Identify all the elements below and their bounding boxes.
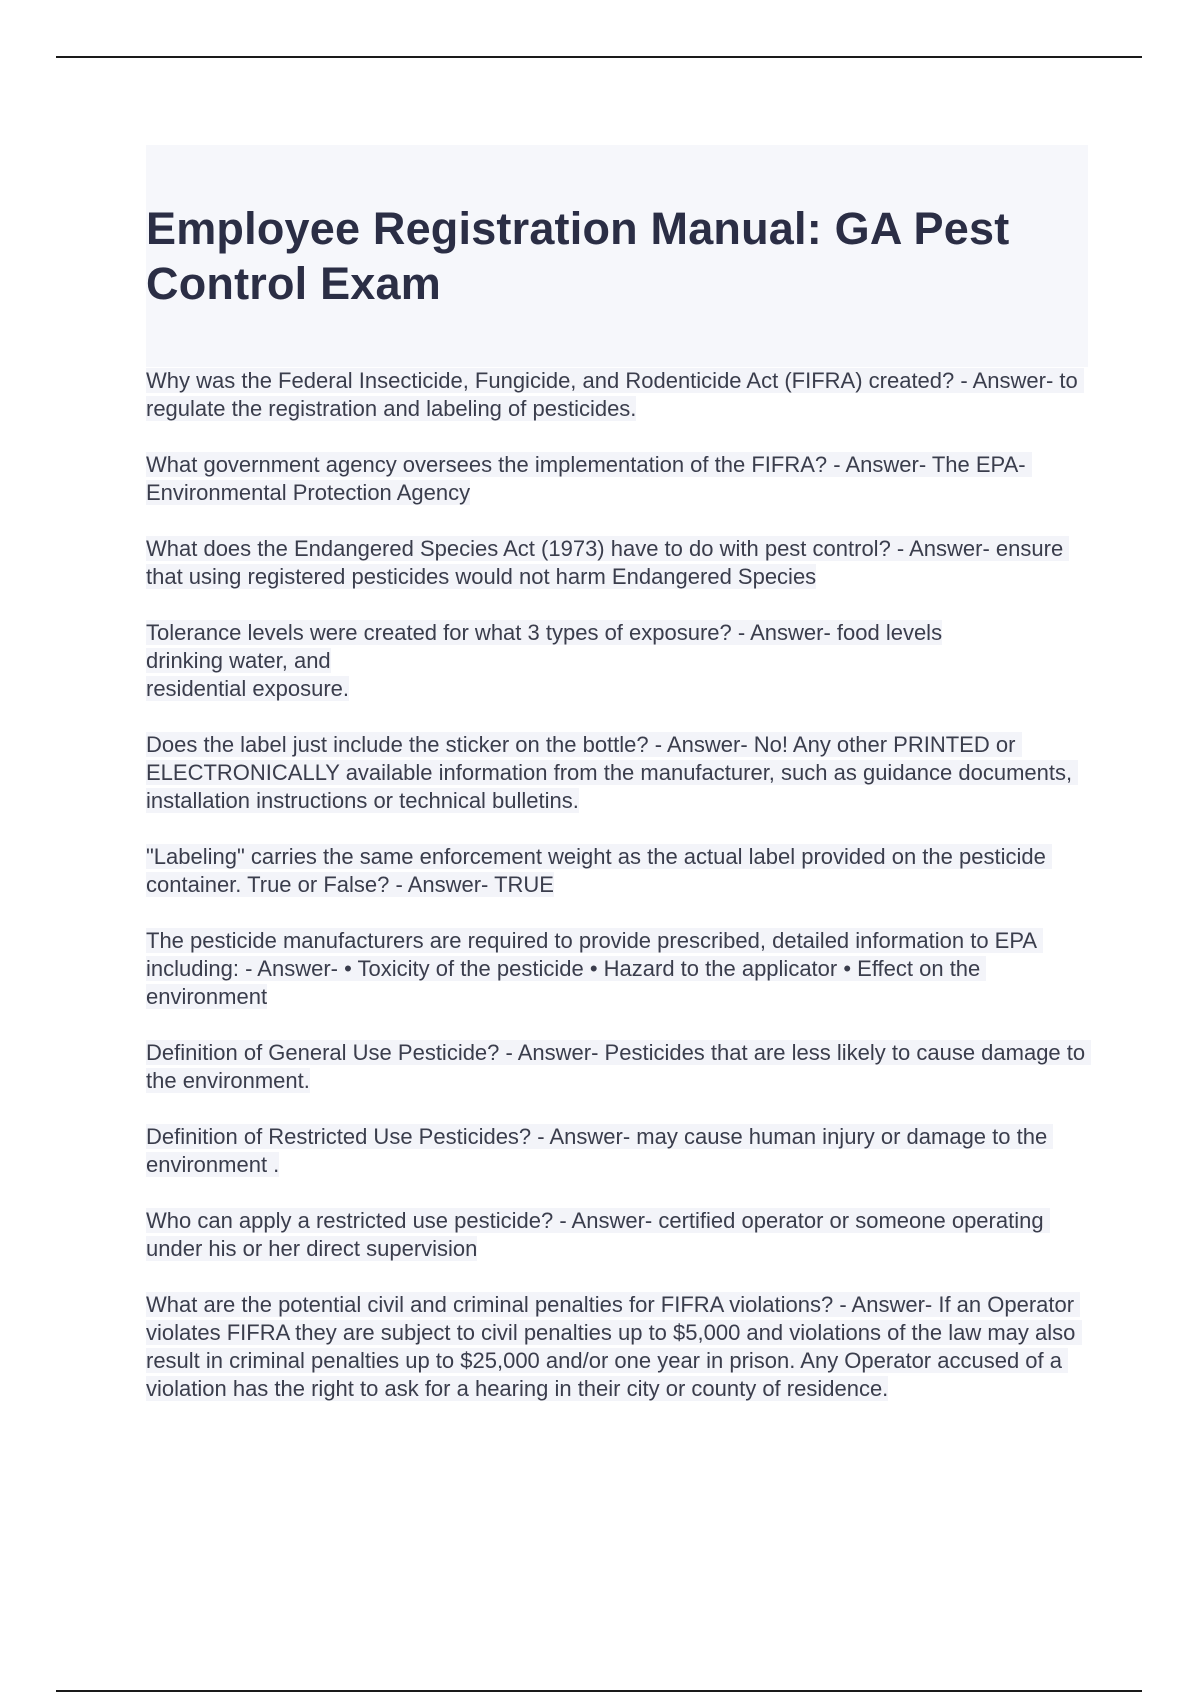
qa-item xyxy=(146,843,1092,899)
title-block xyxy=(146,145,1088,367)
qa-text: What government agency oversees the implementation of the FIFRA? - Answer- The EPA- Environmental Protection Agency xyxy=(146,452,1032,505)
qa-item xyxy=(146,1291,1092,1403)
qa-item xyxy=(146,451,1092,507)
qa-text: Tolerance levels were created for what 3 types of exposure? - Answer- food levels drinking water, and residential exposure. xyxy=(146,620,943,701)
qa-text: What does the Endangered Species Act (1973) have to do with pest control? - Answer- ensure that using registered pesticides would not harm Endangered Species xyxy=(146,536,1070,589)
qa-text: "Labeling" carries the same enforcement weight as the actual label provided on the pesticide container. True or False? - Answer- TRUE xyxy=(146,844,1052,897)
document-title: Employee Registration Manual: GA Pest Control Exam xyxy=(146,203,1010,309)
qa-list xyxy=(146,367,1092,1431)
qa-item xyxy=(146,1039,1092,1095)
bottom-rule xyxy=(56,1690,1142,1692)
qa-text: Definition of General Use Pesticide? - Answer- Pesticides that are less likely to cause damage to the environment. xyxy=(146,1040,1092,1093)
qa-text: Does the label just include the sticker on the bottle? - Answer- No! Any other PRINTED or ELECTRONICALLY available information from the manufacturer, such as guidance documents, installation instructions or technical bulletins. xyxy=(146,732,1079,813)
qa-item xyxy=(146,1207,1092,1263)
top-rule xyxy=(56,56,1142,58)
qa-item xyxy=(146,535,1092,591)
qa-text: The pesticide manufacturers are required to provide prescribed, detailed information to EPA including: - Answer- • Toxicity of the pesticide • Hazard to the applicator • Effect on the environment xyxy=(146,928,1044,1009)
qa-item xyxy=(146,731,1092,815)
qa-item xyxy=(146,367,1092,423)
qa-item xyxy=(146,1123,1092,1179)
qa-text: Who can apply a restricted use pesticide? - Answer- certified operator or someone operating under his or her direct supervision xyxy=(146,1208,1050,1261)
qa-text: Why was the Federal Insecticide, Fungicide, and Rodenticide Act (FIFRA) created? - Answer- to regulate the registration and labeling of pesticides. xyxy=(146,368,1084,421)
qa-item xyxy=(146,927,1092,1011)
qa-text: Definition of Restricted Use Pesticides? - Answer- may cause human injury or damage to the environment . xyxy=(146,1124,1054,1177)
qa-text: What are the potential civil and criminal penalties for FIFRA violations? - Answer- If an Operator violates FIFRA they are subject to civil penalties up to $5,000 and violations of the law may also result in criminal penalties up to $25,000 and/or one year in prison. Any Operator accused of a violation has the right to ask for a hearing in their city or county of residence. xyxy=(146,1292,1082,1401)
qa-item xyxy=(146,619,1092,703)
